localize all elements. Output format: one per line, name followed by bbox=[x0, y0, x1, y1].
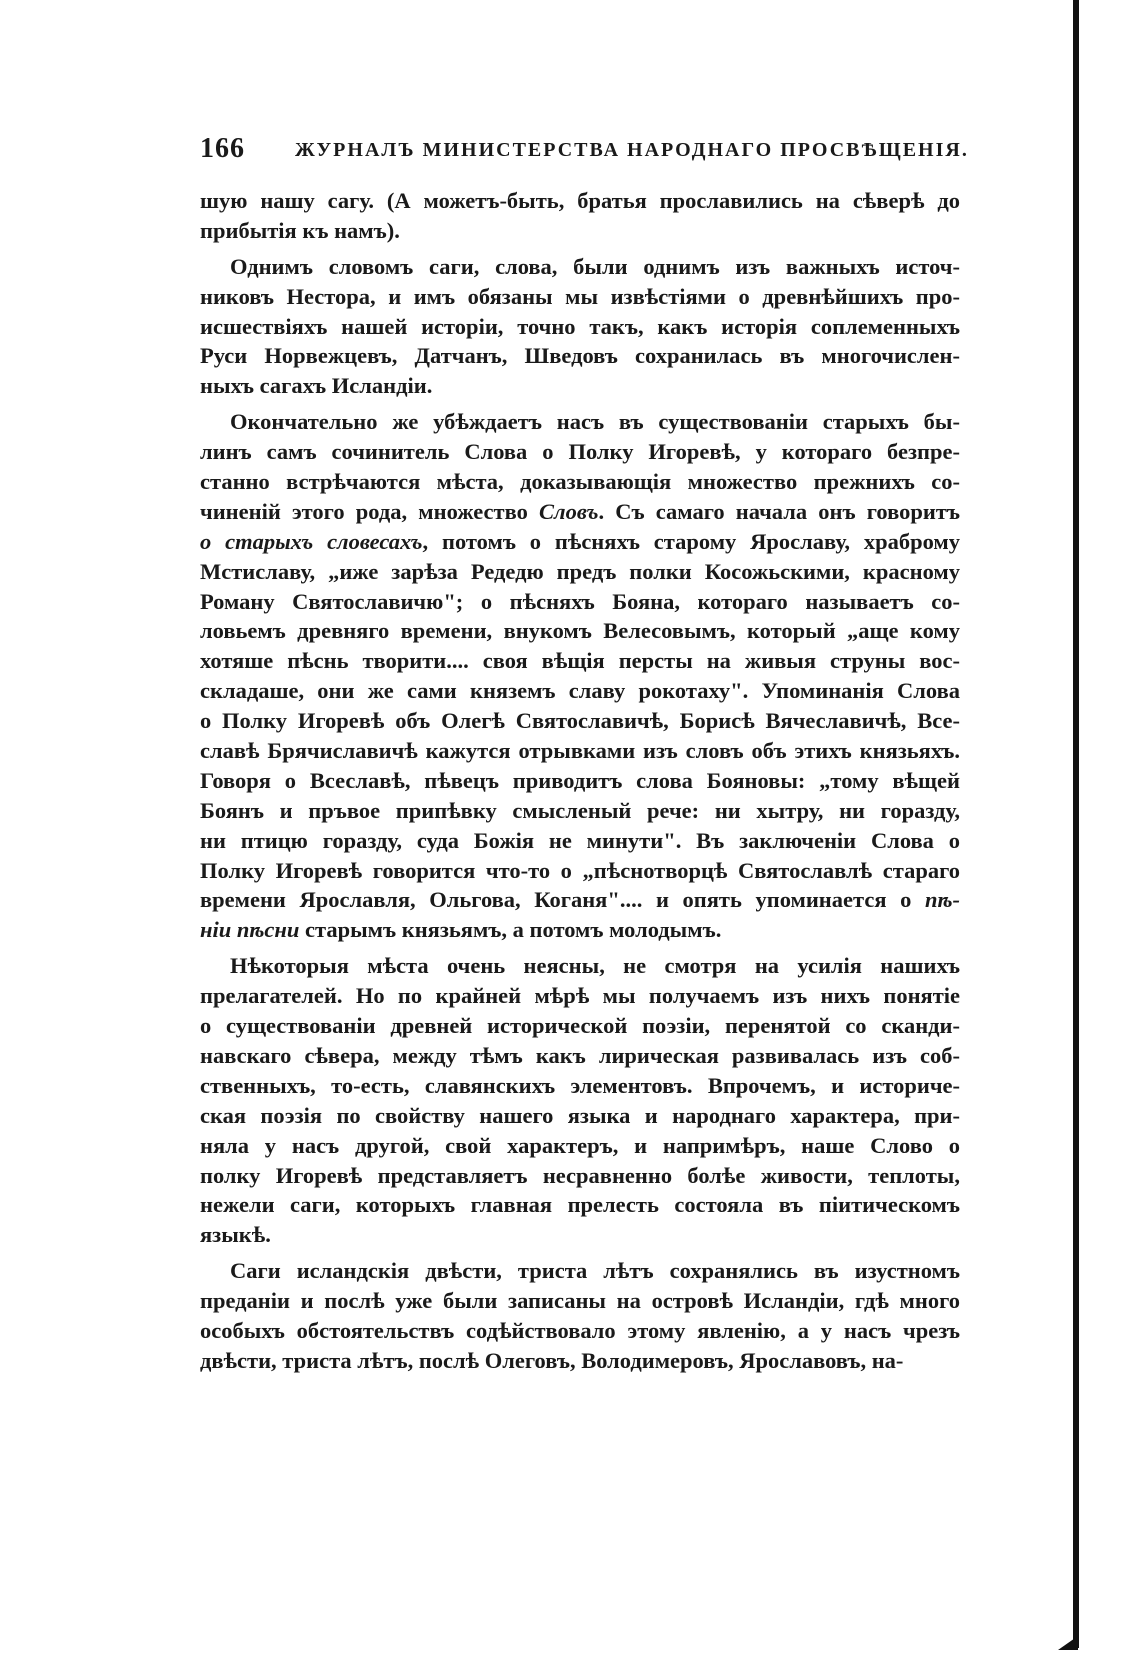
text-line: станно встрѣчаются мѣста, доказывающія множество прежнихъ со- bbox=[200, 469, 960, 495]
text-line: Окончательно же убѣждаетъ насъ въ существованіи старыхъ бы- bbox=[230, 409, 960, 435]
paragraph bbox=[200, 1256, 960, 1376]
paragraph bbox=[200, 252, 960, 401]
text-line: Саги исландскія двѣсти, триста лѣтъ сохранялись въ изустномъ bbox=[230, 1258, 960, 1284]
text-line: чиненій этого рода, множество Словъ. Съ самаго начала онъ говоритъ bbox=[200, 498, 960, 524]
text-line: никовъ Нестора, и имъ обязаны мы извѣстіями о древнѣйшихъ про- bbox=[200, 283, 960, 309]
page-header bbox=[200, 133, 969, 173]
text-line: Однимъ словомъ саги, слова, были однимъ изъ важныхъ источ- bbox=[230, 253, 960, 279]
scan-edge-line bbox=[1073, 0, 1079, 1648]
text-line: прелагателей. Но по крайней мѣрѣ мы получаемъ изъ нихъ понятіе bbox=[200, 983, 960, 1009]
text-line: языкѣ. bbox=[200, 1222, 271, 1248]
text-line: двѣсти, триста лѣтъ, послѣ Олеговъ, Володимеровъ, Ярославовъ, на- bbox=[200, 1347, 904, 1373]
text-line: Нѣкоторыя мѣста очень неясны, не смотря на усилія нашихъ bbox=[230, 953, 960, 979]
text-line: исшествіяхъ нашей исторіи, точно такъ, какъ исторія соплеменныхъ bbox=[200, 313, 960, 339]
text-line: особыхъ обстоятельствъ содѣйствовало этому явленію, а у насъ чрезъ bbox=[200, 1317, 960, 1343]
text-line: ловьемъ древняго времени, внукомъ Велесовымъ, который „аще кому bbox=[200, 618, 960, 644]
paragraph bbox=[200, 407, 960, 945]
text-line: нежели саги, которыхъ главная прелесть состояла въ піитическомъ bbox=[200, 1192, 960, 1218]
text-line: шую нашу сагу. (А можетъ-быть, братья прославились на сѣверѣ до bbox=[200, 188, 960, 213]
body-text bbox=[200, 186, 960, 1376]
text-line: Роману Святославичю"; о пѣсняхъ Бояна, котораго называетъ со- bbox=[200, 588, 960, 614]
text-line: навскаго сѣвера, между тѣмъ какъ лирическая развивалась изъ соб- bbox=[200, 1042, 960, 1068]
text-line: хотяше пѣснь творити.... своя вѣщія персты на живыя струны вос- bbox=[200, 648, 960, 674]
text-line: полку Игоревѣ представляетъ несравненно болѣе живости, теплоты, bbox=[200, 1162, 960, 1188]
text-line: Полку Игоревѣ говорится что-то о „пѣснотворцѣ Святославлѣ стараго bbox=[200, 857, 960, 883]
text-line: Боянъ и пръвое припѣвку смысленый рече: ни хытру, ни горазду, bbox=[200, 797, 960, 823]
text-line: линъ самъ сочинитель Слова о Полку Игоревѣ, у котораго безпре- bbox=[200, 439, 960, 465]
text-line: о старыхъ словесахъ, потомъ о пѣсняхъ старому Ярославу, храброму bbox=[200, 528, 960, 554]
text-line: складаше, они же сами княземъ славу рокотаху". Упоминанія Слова bbox=[200, 678, 960, 704]
text-line: Руси Норвежцевъ, Датчанъ, Шведовъ сохранилась въ многочислен- bbox=[200, 343, 960, 369]
text-line: Говоря о Всеславѣ, пѣвецъ приводитъ слова Бояновы: „тому вѣщей bbox=[200, 767, 960, 793]
text-line: ни птицю горазду, суда Божія не минути". Въ заключеніи Слова о bbox=[200, 827, 960, 853]
page-number: 166 bbox=[200, 133, 245, 164]
text-line: преданіи и послѣ уже были записаны на островѣ Исландіи, гдѣ много bbox=[200, 1288, 960, 1314]
text-line: Мстиславу, „иже зарѣза Редедю предъ полки Косожьскими, красному bbox=[200, 558, 960, 584]
text-line: ская поэзія по свойству нашего языка и народнаго характера, при- bbox=[200, 1102, 960, 1128]
running-title: ЖУРНАЛЪ МИНИСТЕРСТВА НАРОДНАГО ПРОСВѢЩЕНІЯ. bbox=[295, 139, 969, 161]
text-line: о Полку Игоревѣ объ Олегѣ Святославичѣ, Борисѣ Вячеславичѣ, Все- bbox=[200, 708, 960, 734]
paragraph bbox=[200, 951, 960, 1250]
text-line: времени Ярославля, Ольгова, Коганя".... и опять упоминается о пѣ- bbox=[200, 887, 960, 913]
text-line: ніи пѣсни старымъ князьямъ, а потомъ молодымъ. bbox=[200, 917, 722, 943]
text-line: ственныхъ, то-есть, славянскихъ элементовъ. Впрочемъ, и историче- bbox=[200, 1072, 960, 1098]
text-line: няла у насъ другой, свой характеръ, и напримѣръ, наше Слово о bbox=[200, 1132, 960, 1158]
text-line: славѣ Брячиславичѣ кажутся отрывками изъ словъ объ этихъ князьяхъ. bbox=[200, 738, 960, 764]
scan-corner-mark bbox=[1058, 1636, 1078, 1650]
text-line: прибытія къ намъ). bbox=[200, 217, 400, 243]
paragraph bbox=[200, 186, 960, 246]
text-line: о существованіи древней исторической поэзіи, перенятой со сканди- bbox=[200, 1013, 960, 1039]
text-line: ныхъ сагахъ Исландіи. bbox=[200, 373, 433, 399]
